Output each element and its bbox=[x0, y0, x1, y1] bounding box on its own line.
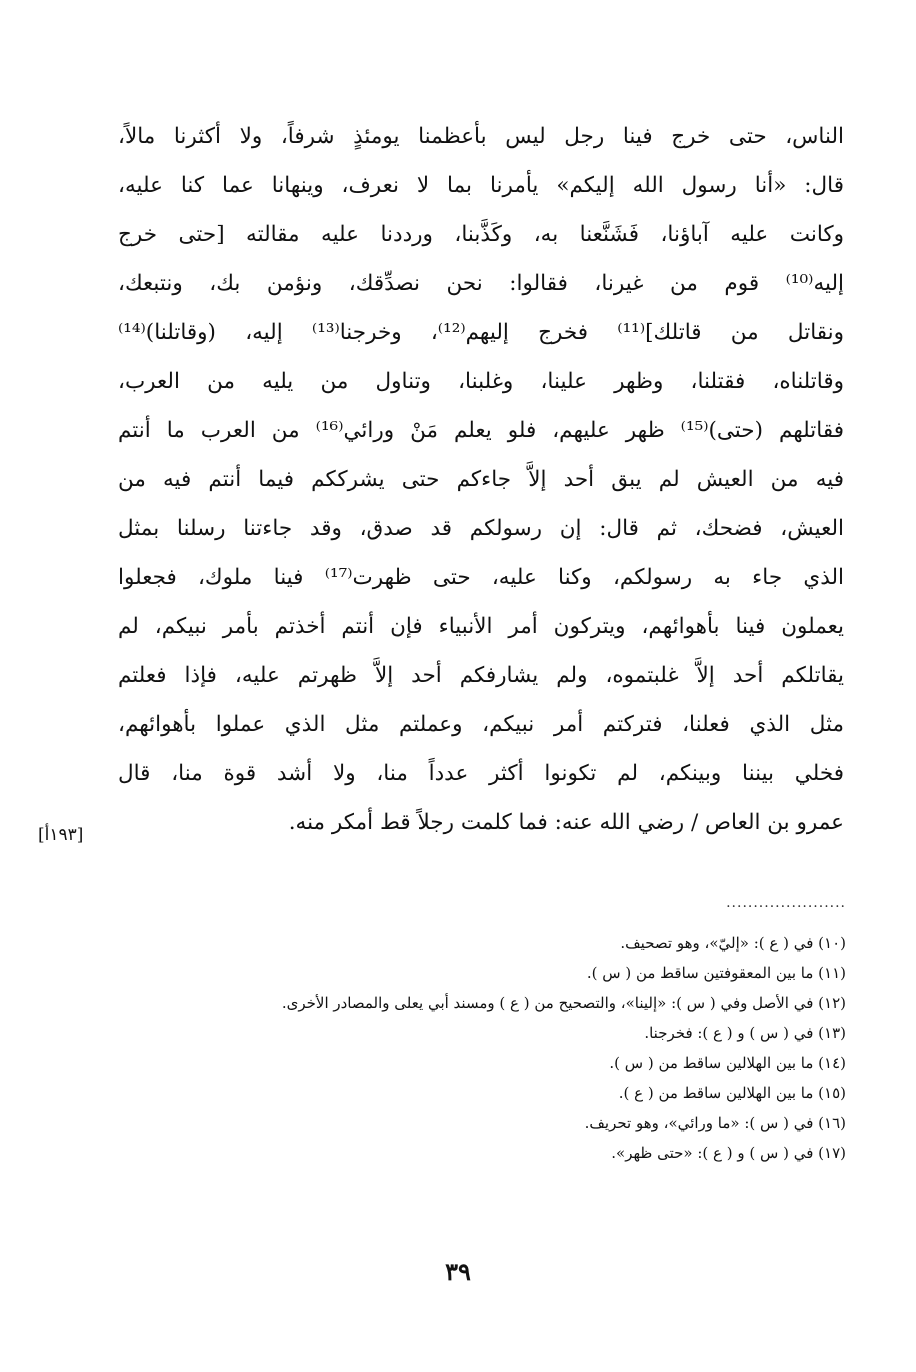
text-line: الناس، حتى خرج فينا رجل ليس بأعظمنا يومئذٍ شرفاً، ولا أكثرنا مالاً، bbox=[118, 124, 844, 149]
text-line: يعملون فينا بأهوائهم، ويتركون أمر الأنبياء فإن أنتم أخذتم بأمر نبيكم، لم bbox=[118, 614, 844, 639]
text-line: فيه من العيش لم يبق أحد إلاَّ جاءكم حتى يشرككم فيما أنتم فيه من bbox=[118, 467, 844, 492]
footnote-item: (١٦) في ( س ): «ما ورائي»، وهو تحريف. bbox=[584, 1114, 846, 1132]
text-line-last: عمرو بن العاص / رضي الله عنه: فما كلمت رجلاً قط أمكر منه. bbox=[288, 810, 844, 835]
text-line: إليه⁽¹⁰⁾ قوم من غيرنا، فقالوا: نحن نصدِّقك، ونؤمن بك، ونتبعك، bbox=[118, 271, 844, 296]
footnote-item: (١٧) في ( س ) و ( ع ): «حتى ظهر». bbox=[611, 1144, 846, 1162]
text-line: ونقاتل من قاتلك]⁽¹¹⁾ فخرج إليهم⁽¹²⁾، وخرجنا⁽¹³⁾ إليه، (وقاتلنا)⁽¹⁴⁾ bbox=[118, 320, 844, 345]
text-line: الذي جاء به رسولكم، وكنا عليه، حتى ظهرت⁽¹⁷⁾ فينا ملوك، فجعلوا bbox=[118, 565, 844, 590]
footnote-item: (١٠) في ( ع ): «إليّ»، وهو تصحيف. bbox=[620, 934, 846, 952]
manuscript-folio-reference: [١٩٣أ] bbox=[38, 825, 84, 845]
text-line: العيش، فضحك، ثم قال: إن رسولكم قد صدق، وقد جاءتنا رسلنا بمثل bbox=[118, 516, 844, 541]
footnote-item: (١١) ما بين المعقوفتين ساقط من ( س ). bbox=[586, 964, 846, 982]
footnote-item: (١٥) ما بين الهلالين ساقط من ( ع ). bbox=[618, 1084, 846, 1102]
footnote-item: (١٤) ما بين الهلالين ساقط من ( س ). bbox=[609, 1054, 846, 1072]
footnote-item: (١٢) في الأصل وفي ( س ): «إلينا»، والتصحيح من ( ع ) ومسند أبي يعلى والمصادر الأخرى. bbox=[281, 994, 846, 1012]
footnotes bbox=[146, 928, 846, 1168]
footnote-separator: ...................... bbox=[726, 895, 846, 911]
footnote-item: (١٣) في ( س ) و ( ع ): فخرجنا. bbox=[644, 1024, 846, 1042]
main-body-text bbox=[118, 112, 844, 847]
page-number: ٣٩ bbox=[445, 1257, 471, 1286]
text-line: قال: «أنا رسول الله إليكم» يأمرنا بما لا نعرف، وينهانا عما كنا عليه، bbox=[118, 173, 844, 198]
text-line: وكانت عليه آباؤنا، فَشَنَّعنا به، وكَذَّبنا، ورددنا عليه مقالته [حتى خرج bbox=[118, 222, 844, 247]
text-line: فقاتلهم (حتى)⁽¹⁵⁾ ظهر عليهم، فلو يعلم مَنْ ورائي⁽¹⁶⁾ من العرب ما أنتم bbox=[118, 418, 844, 443]
text-line: فخلي بيننا وبينكم، لم تكونوا أكثر عدداً منا، ولا أشد قوة منا، قال bbox=[118, 761, 844, 786]
text-line: مثل الذي فعلنا، فتركتم أمر نبيكم، وعملتم مثل الذي عملوا بأهوائهم، bbox=[118, 712, 844, 737]
text-line: يقاتلكم أحد إلاَّ غلبتموه، ولم يشارفكم أحد إلاَّ ظهرتم عليه، فإذا فعلتم bbox=[118, 663, 844, 688]
text-line: وقاتلناه، فقتلنا، وظهر علينا، وغلبنا، وتناول من يليه من العرب، bbox=[118, 369, 844, 394]
